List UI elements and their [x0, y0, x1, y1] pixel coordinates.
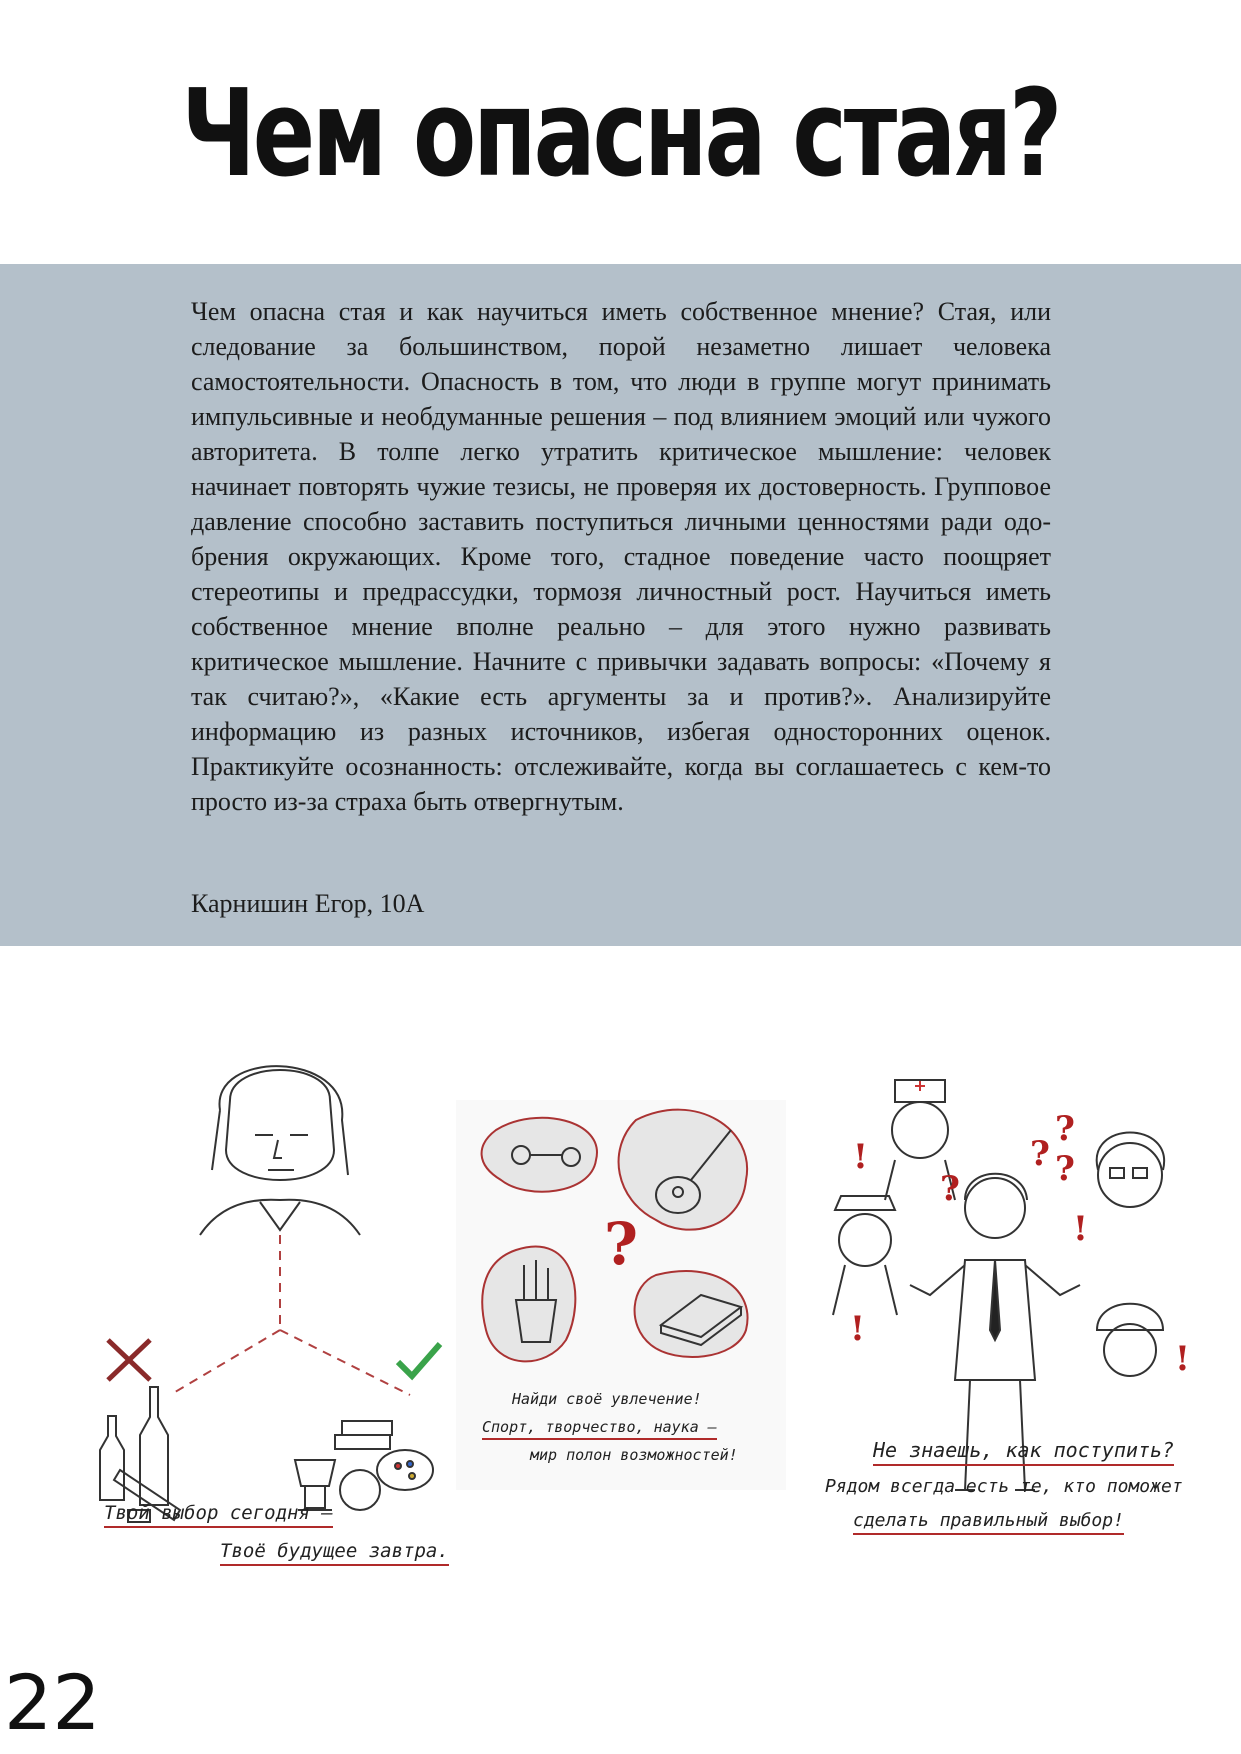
choice-caption-line-1: Твой выбор сегодня — — [104, 1502, 333, 1528]
illustration-advice — [815, 1060, 1205, 1580]
hobbies-caption-line-2: Спорт, творчество, наука — — [482, 1418, 717, 1440]
svg-text:!: ! — [850, 1309, 865, 1349]
hobbies-caption-line-1: Найди своё увлечение! — [512, 1390, 702, 1408]
hobbies-caption-line-3: мир полон возможностей! — [530, 1446, 738, 1464]
article-author: Карнишин Егор, 10А — [191, 889, 425, 918]
svg-text:!: ! — [1175, 1339, 1190, 1379]
page-title: Чем опасна стая? — [181, 62, 1060, 204]
svg-text:?: ? — [940, 1169, 960, 1209]
advice-caption-line-2: Рядом всегда есть те, кто поможет — [825, 1476, 1183, 1497]
hobbies-question-mark: ? — [604, 1210, 638, 1278]
svg-text:!: ! — [853, 1137, 868, 1177]
svg-text:?: ? — [1055, 1109, 1075, 1149]
svg-text:?: ? — [1030, 1134, 1050, 1174]
advice-drawing-icon — [815, 1060, 1205, 1580]
svg-text:!: ! — [1073, 1209, 1088, 1249]
article-text: Чем опасна стая и как научиться иметь собственное мнение? Стая, или следование за большинством, порой незаметно лишает человека самостоятельности. Опасность в том, что люди в группе могут принимать импульсивные и необдуманные решения – под влиянием эмоций или чужого авторитета. В толпе легко утратить критическое мышление: человек начинает повторять чужие тезисы, не проверяя их достоверность. Групповое давление способно заставить поступиться личными ценностями ради одобрения окружающих. Кроме того, стадное поведение часто поощряет стереотипы и предрассудки, тормозя личностный рост. Научиться иметь собственное мнение вполне реально – для этого нужно развивать критическое мышление. Начните с привычки задавать вопросы: «Почему я так считаю?», «Какие есть аргументы за и против?». Анализируйте информацию из разных источников, избегая односторонних оценок. Практикуйте осознанность: отслеживайте, когда вы соглашаетесь с кем-то просто из-за страха быть отвергнутым. — [191, 297, 1051, 816]
page-number: 22 — [4, 1658, 101, 1747]
illustration-choice — [80, 1040, 470, 1600]
illustration-hobbies — [456, 1100, 786, 1490]
choice-caption-line-2: Твоё будущее завтра. — [220, 1540, 449, 1566]
svg-text:?: ? — [1055, 1149, 1075, 1189]
advice-caption-line-1: Не знаешь, как поступить? — [873, 1438, 1174, 1466]
advice-caption-line-3: сделать правильный выбор! — [853, 1510, 1124, 1535]
